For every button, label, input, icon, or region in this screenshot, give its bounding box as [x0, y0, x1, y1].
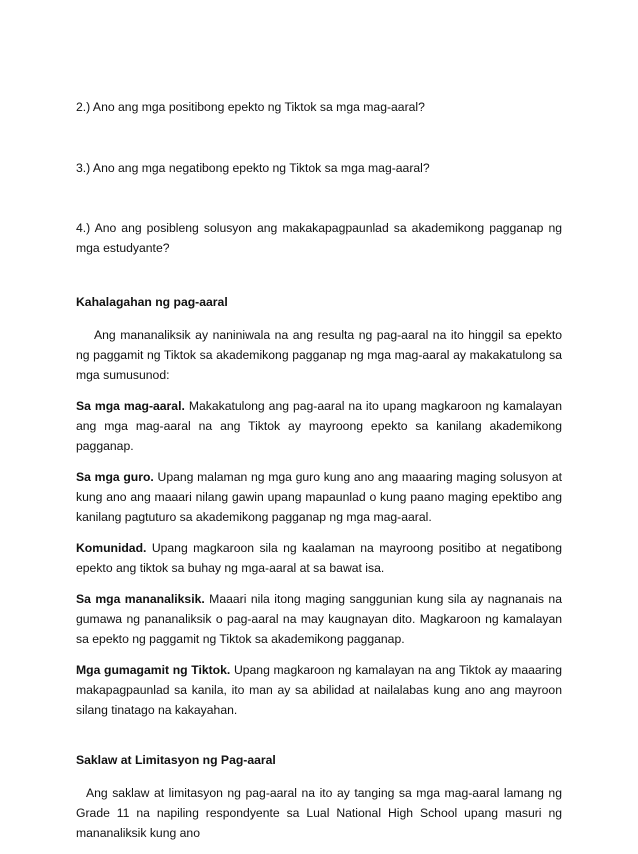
beneficiary-text: Makakatulong ang pag-aaral na ito upang magkaroon ng kamalayan ang mga mag-aaral na ang Tiktok ay mayroong epekto sa kanilang akademikong pagganap.: [76, 399, 562, 453]
beneficiary-lead: Sa mga guro.: [76, 470, 154, 484]
beneficiary-lead: Mga gumagamit ng Tiktok.: [76, 663, 231, 677]
research-question-2: 2.) Ano ang mga positibong epekto ng Tiktok sa mga mag-aaral?: [76, 100, 425, 114]
scope-text: Ang saklaw at limitasyon ng pag-aaral na ito ay tanging sa mga mag-aaral lamang ng Grade 11 na napiling respondyente sa Lual National High School upang masuri ng mananaliksik kung ano: [76, 786, 562, 840]
beneficiary-researchers: [76, 589, 562, 649]
significance-heading: Kahalagahan ng pag-aaral: [76, 295, 228, 309]
beneficiary-lead: Sa mga mananaliksik.: [76, 592, 205, 606]
significance-intro: Ang mananaliksik ay naniniwala na ang resulta ng pag-aaral na ito hinggil sa epekto ng paggamit ng Tiktok sa akademikong pagganap ng mga mag-aaral ay makakatulong sa mga sumusunod:: [76, 328, 562, 382]
scope-heading: Saklaw at Limitasyon ng Pag-aaral: [76, 753, 276, 767]
beneficiary-teachers: [76, 467, 562, 527]
beneficiary-text: Upang magkaroon sila ng kaalaman na mayroong positibo at negatibong epekto ang tiktok sa buhay ng mga-aaral at sa bawat isa.: [76, 541, 563, 575]
research-question-4: 4.) Ano ang posibleng solusyon ang makakapagpaunlad sa akademikong pagganap ng mga estudyante?: [76, 221, 562, 255]
beneficiary-tiktok-users: [76, 660, 562, 720]
research-question-3: 3.) Ano ang mga negatibong epekto ng Tiktok sa mga mag-aaral?: [76, 161, 430, 175]
beneficiary-community: [76, 538, 562, 578]
beneficiary-text: Upang magkaroon ng kamalayan na ang Tiktok ay maaaring makapagpaunlad sa kanila, ito man ay sa abilidad at nailalabas kung ano ang mayroon silang tinatago na kakayahan.: [76, 663, 562, 717]
document-body: [76, 97, 562, 854]
beneficiary-text: Maaari nila itong maging sanggunian kung sila ay nagnanais na gumawa ng pananaliksik o pag-aaral na may kaugnayan dito. Magkaroon ng kamalayan sa epekto ng paggamit ng Tiktok sa akademikong pagganap.: [76, 592, 562, 646]
beneficiary-lead: Komunidad.: [76, 541, 147, 555]
beneficiary-lead: Sa mga mag-aaral.: [76, 399, 185, 413]
beneficiary-students: [76, 396, 562, 456]
section-spacer: [76, 731, 562, 750]
beneficiary-text: Upang malaman ng mga guro kung ano ang maaaring maging solusyon at kung ano ang maaari nilang gawin upang mapaunlad o kung paano maging epektibo ang kanilang pagtuturo sa akademikong pagganap ng mga mag-aaral.: [76, 470, 563, 524]
